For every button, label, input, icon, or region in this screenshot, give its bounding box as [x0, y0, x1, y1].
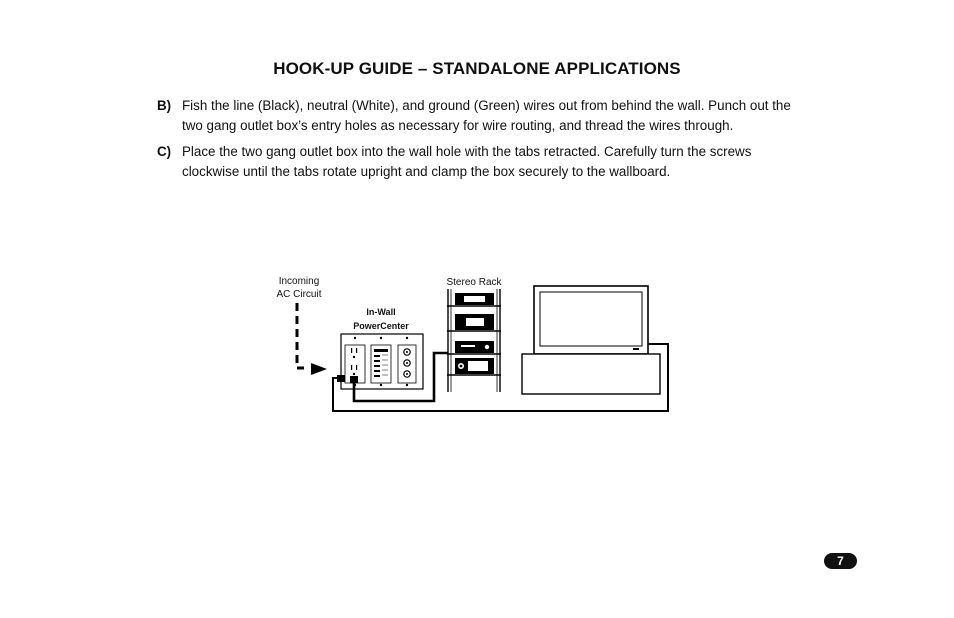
- powercenter-label-line2: PowerCenter: [353, 321, 409, 331]
- incoming-circuit-line: [297, 303, 304, 368]
- powercenter-label-line1: In-Wall: [366, 307, 396, 317]
- plug-1: [350, 376, 358, 383]
- step-c: [157, 142, 807, 182]
- incoming-label-line2: AC Circuit: [276, 289, 322, 300]
- stereo-rack: [447, 289, 501, 392]
- step-b-label: B): [157, 98, 172, 113]
- page-title: HOOK-UP GUIDE – STANDALONE APPLICATIONS: [273, 59, 681, 78]
- step-c-text: Place the two gang outlet box into the wall hole with the tabs retracted. Carefully turn the screws clockwise until the tabs rotate upright and clamp the box securely to the wallboard.: [182, 144, 752, 179]
- page-number-badge: 7: [824, 553, 857, 569]
- flatscreen-tv: [534, 286, 648, 354]
- step-b-text: Fish the line (Black), neutral (White), and ground (Green) wires out from behind the wall. Punch out the two gang outlet box’s entry holes as necessary for wire routing, and thread the wires through.: [182, 98, 791, 133]
- incoming-arrow: [311, 363, 327, 375]
- step-b: [157, 96, 807, 136]
- tv-stand: [522, 354, 660, 394]
- hookup-diagram: [260, 265, 680, 425]
- step-c-label: C): [157, 144, 172, 159]
- plug-2: [337, 375, 345, 382]
- rack-label: Stereo Rack: [446, 277, 502, 288]
- incoming-label-line1: Incoming: [278, 276, 320, 287]
